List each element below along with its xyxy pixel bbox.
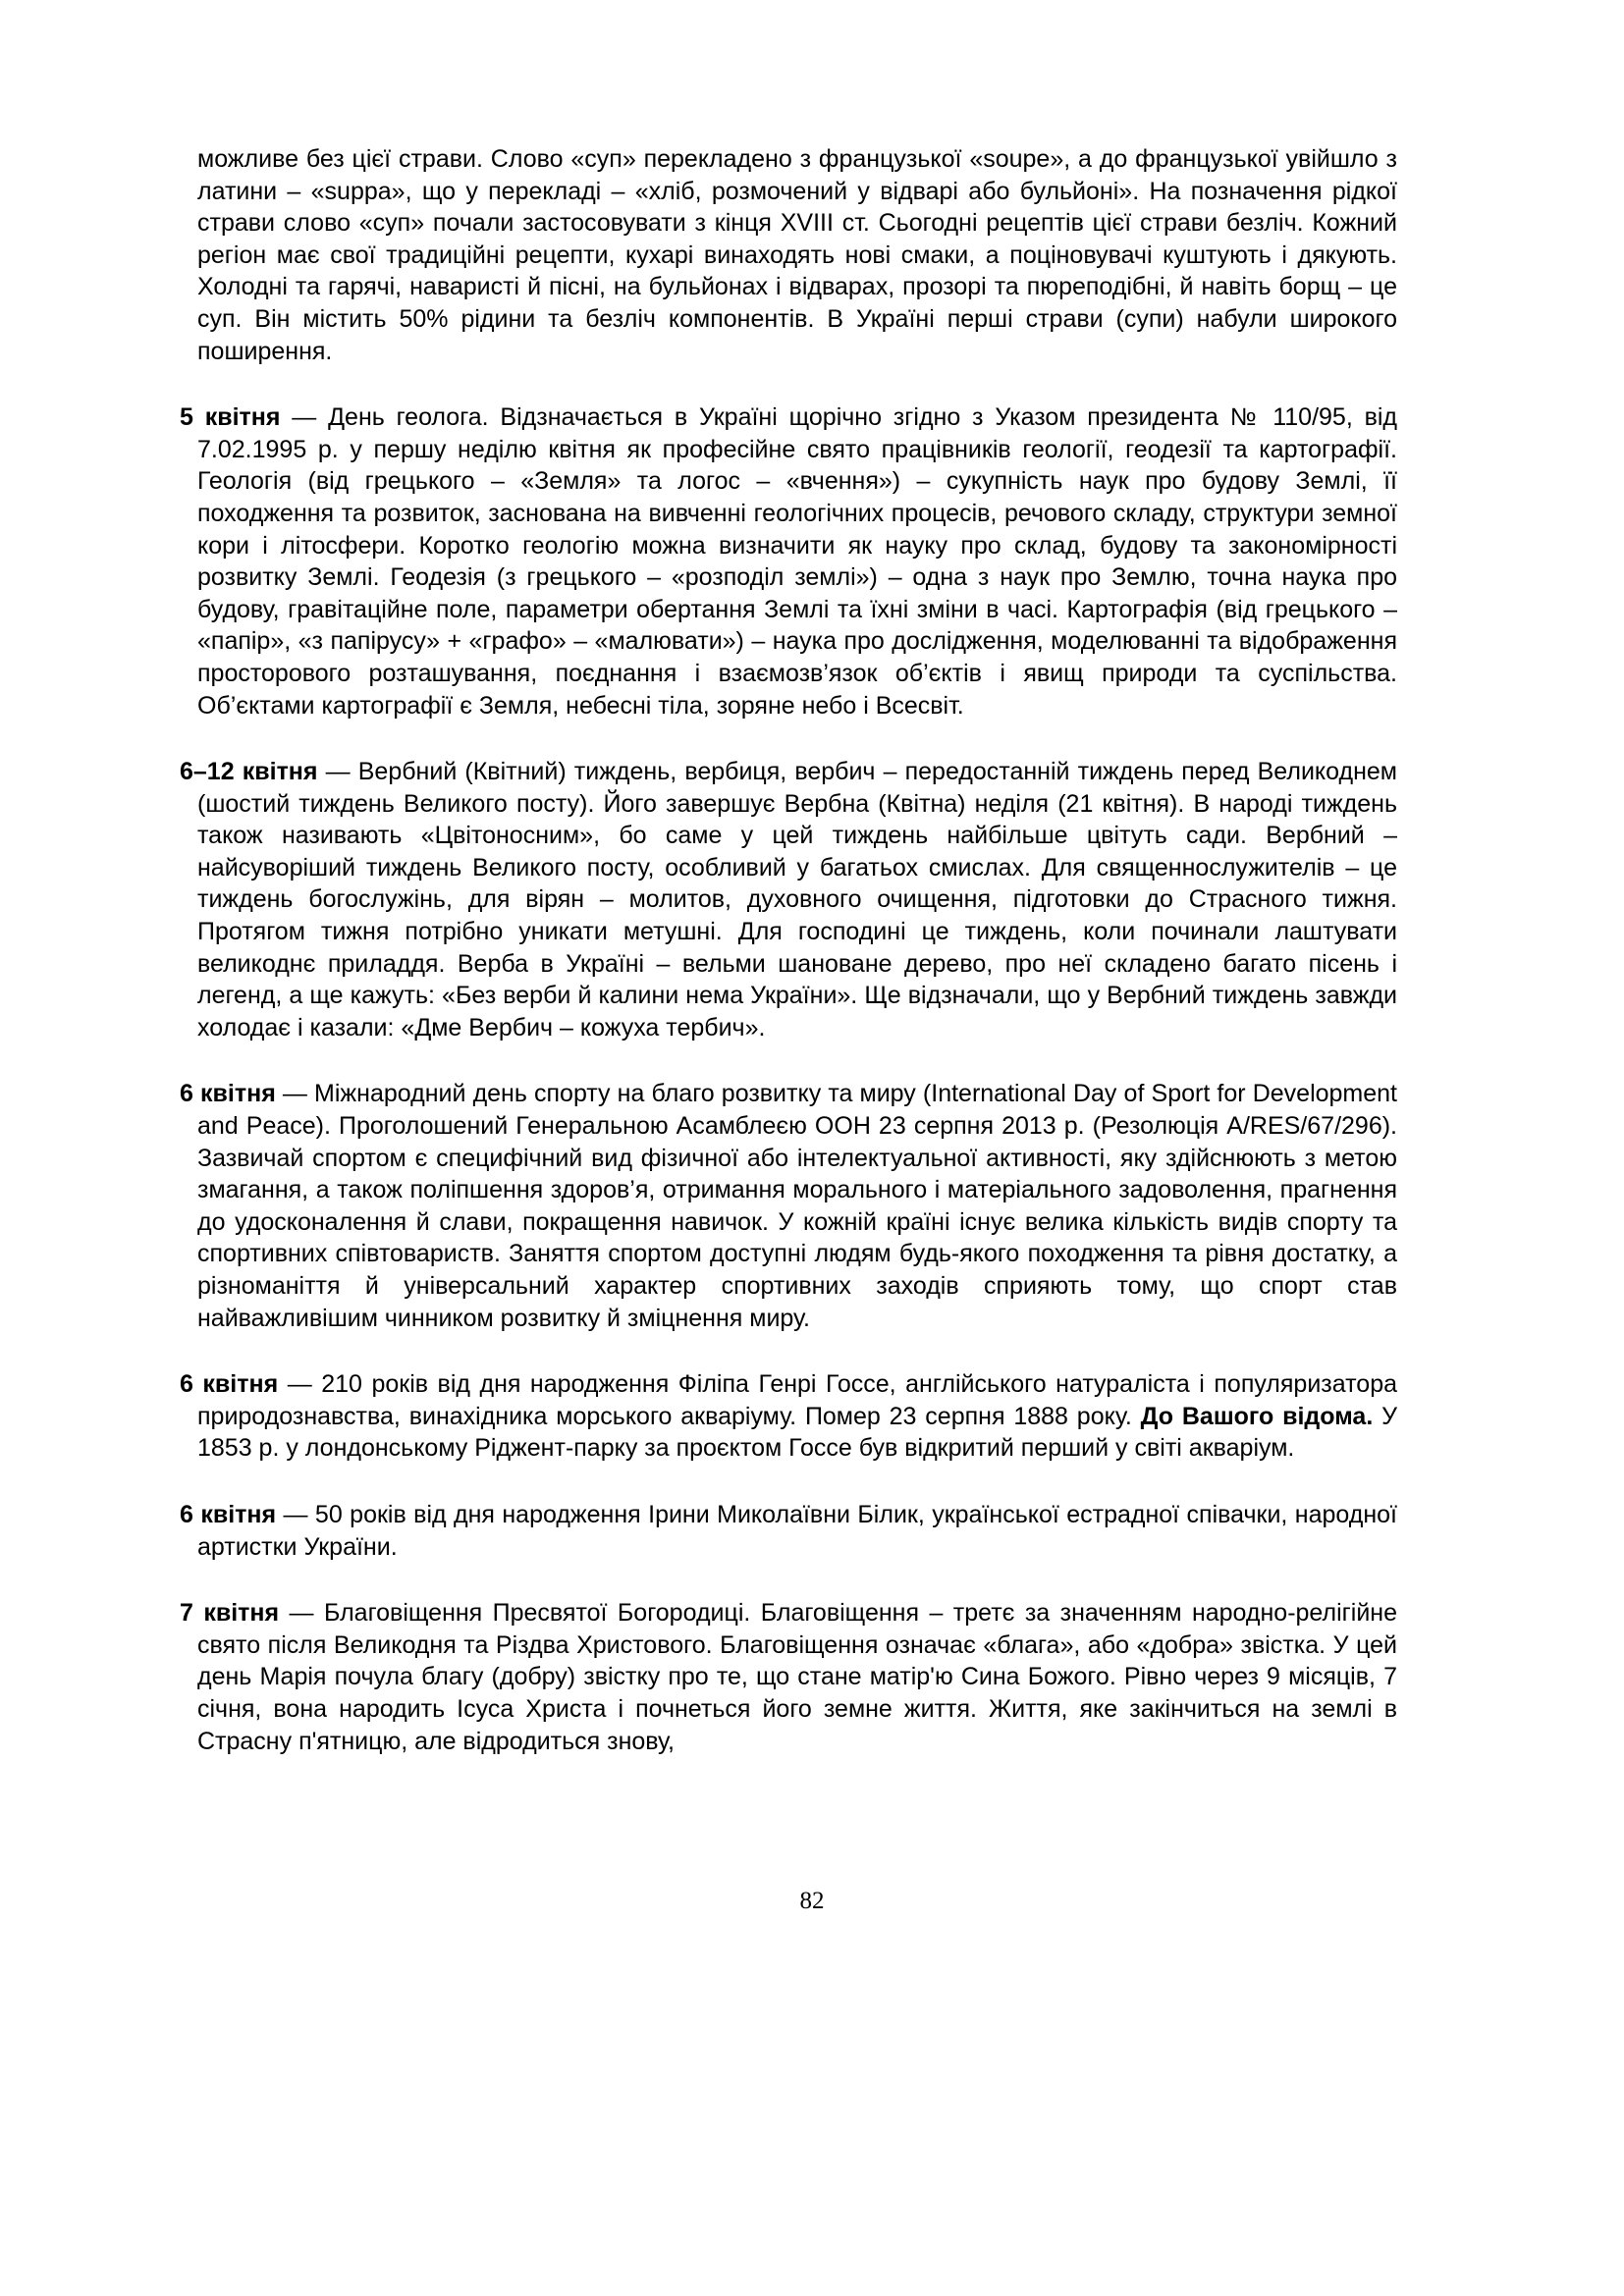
entry-date: 6 квітня — [180, 1080, 276, 1108]
entry-date: 5 квітня — [180, 403, 281, 432]
entry-text: — День геолога. Відзначається в Україні щорічно згідно з Указом президента № 110/95, від 7.02.1995 р. у першу неділю квітня як професійне свято працівників геології, геодезії та картографії. Геологія (від грецького – «Земля» та логос – «вчення») – сукупність наук про будову Землі, її походження та розвиток, заснована на вивченні геологічних процесів, речового складу, структури земної кори і літосфери. Коротко геологію можна визначити як науку про склад, будову та закономірності розвитку Землі. Геодезія (з грецького – «розподіл землі») – одна з наук про Землю, точна наука про будову, гравітаційне поле, параметри обертання Землі та їхні зміни в часі. Картографія (від грецького – «папір», «з папірусу» + «графо» – «малювати») – наука про дослідження, моделюванні та відображення просторового розташування, поєднання і взаємозв’язок об’єктів і явищ природи та суспільства. Об’єктами картографії є Земля, небесні тіла, зоряне небо і Всесвіт. — [197, 403, 1398, 720]
entry-text-after: У 1853 р. у лондонському Ріджент-парку за проєктом Госсе був відкритий перший у світі акваріум. — [197, 1402, 1397, 1463]
entry-gosse-anniversary — [180, 1368, 1397, 1465]
entry-annunciation — [180, 1597, 1397, 1757]
page-number: 82 — [799, 1888, 825, 1914]
entry-palm-week — [180, 756, 1397, 1043]
intro-paragraph — [180, 143, 1397, 367]
entry-text: — Міжнародний день спорту на благо розвитку та миру (International Day of Sport for Development and Peace). Проголошений Генеральною Асамблеєю ООН 23 серпня 2013 р. (Резолюція A/RES/67/296). Зазвичай спортом є специфічний вид фізичної або інтелектуальної активності, яку здійснюють з метою змагання, а також поліпшення здоров’я, отримання морального і матеріального задоволення, прагнення до удосконалення й слави, покращення навичок. У кожній країні існує велика кількість видів спорту та спортивних співтовариств. Заняття спортом доступні людям будь-якого походження та рівня достатку, а різноманіття й універсальний характер спортивних заходів сприяють тому, що спорт став найважливішим чинником розвитку й зміцнення миру. — [197, 1080, 1398, 1332]
entry-geologist-day — [180, 401, 1397, 721]
entry-date: 6 квітня — [180, 1370, 279, 1399]
entry-date: 7 квітня — [180, 1599, 280, 1628]
entry-date: 6 квітня — [180, 1500, 277, 1528]
entry-text: — Вербний (Квітний) тиждень, вербиця, вербич – передостанній тиждень перед Великоднем (шостий тиждень Великого посту). Його завершує Вербна (Квітна) неділя (21 квітня). В народі тиждень також називають «Цвітоносним», бо саме у цей тиждень найбільше цвітуть сади. Вербний – найсуворіший тиждень Великого посту, особливий у багатьох смислах. Для священнослужителів – це тиждень богослужінь, для вірян – молитов, духовного очищення, підготовки до Страсного тижня. Протягом тижня потрібно уникати метушні. Для господині це тиждень, коли починали лаштувати великоднє приладдя. Верба в Україні – вельми шановане дерево, про неї складено багато пісень і легенд, а ще кажуть: «Без верби й калини нема України». Ще відзначали, що у Вербний тиждень завжди холодає і казали: «Дме Вербич – кожуха тербич». — [197, 758, 1397, 1041]
entry-date: 6–12 квітня — [180, 758, 318, 786]
intro-text: можливе без цієї страви. Слово «суп» перекладено з французької «soupe», а до французької увійшло з латини – «suppa», що у перекладі – «хліб, розмочений у відварі або бульйоні». На позначення рідкої страви слово «суп» почали застосовувати з кінця XVIII ст. Сьогодні рецептів цієї страви безліч. Кожний регіон має свої традиційні рецепти, кухарі винаходять нові смаки, а поціновувачі куштують і дякують. Холодні та гарячі, наваристі й пісні, на бульйонах і відварах, прозорі та пюреподібні, й навіть борщ – це суп. Він містить 50% рідини та безліч компонентів. В Україні перші страви (супи) набули широкого поширення. — [197, 145, 1397, 365]
entry-sport-day — [180, 1078, 1397, 1334]
entry-text: — 210 років від дня народження Філіпа Генрі Госсе, англійського натураліста і популяризатора природознавства, винахідника морського акваріуму. Помер 23 серпня 1888 року. — [197, 1370, 1398, 1430]
entry-text: — Благовіщення Пресвятої Богородиці. Благовіщення – третє за значенням народно-релігійне свято після Великодня та Різдва Христового. Благовіщення означає «блага», або «добра» звістка. У цей день Марія почула благу (добру) звістку про те, що стане матір'ю Сина Божого. Рівно через 9 місяців, 7 січня, вона народить Ісуса Христа і почнеться його земне життя. Життя, яке закінчиться на землі в Страсну п'ятницю, але відродиться знову, — [197, 1599, 1397, 1755]
entry-bold-note: До Вашого відома. — [1140, 1402, 1374, 1430]
entry-bilyk-anniversary — [180, 1499, 1397, 1563]
entry-text: — 50 років від дня народження Ірини Миколаївни Білик, української естрадної співачки, народної артистки України. — [197, 1500, 1398, 1561]
document-body — [180, 143, 1397, 1757]
